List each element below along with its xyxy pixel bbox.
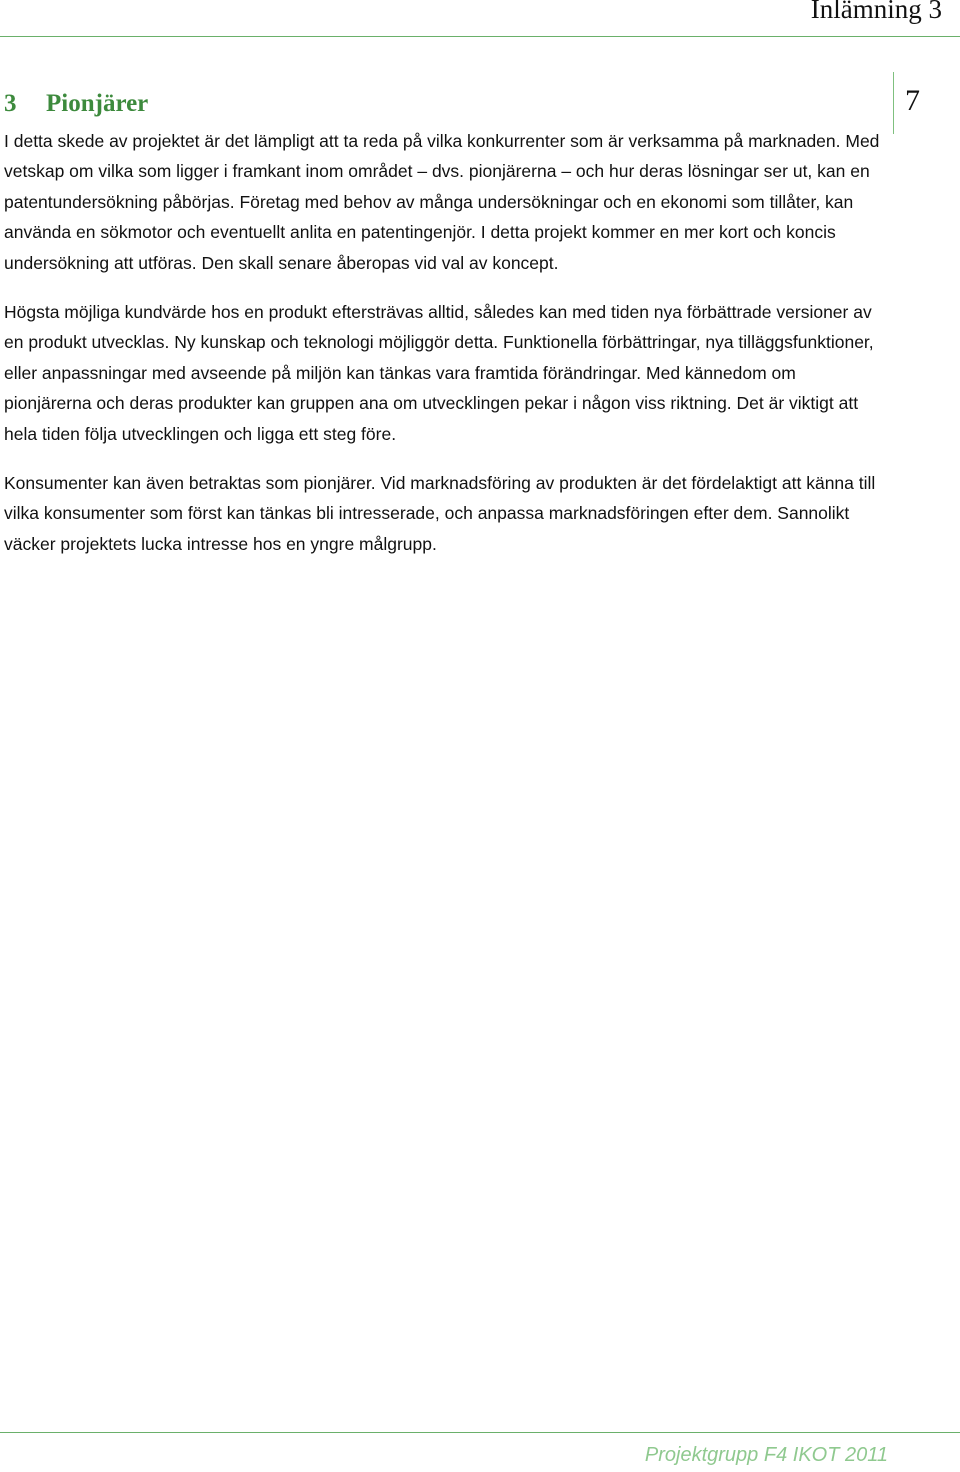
- section-heading: [4, 90, 148, 118]
- paragraph-3: Konsumenter kan även betraktas som pionjärer. Vid marknadsföring av produkten är det fördelaktigt att känna till vilka konsumenter som först kan tänkas bli intresserade, och anpassa marknadsföringen efter dem. Sannolikt väcker projektets lucka intresse hos en yngre målgrupp.: [4, 473, 876, 554]
- paragraph-2: Högsta möjliga kundvärde hos en produkt eftersträvas alltid, således kan med tiden nya förbättrade versioner av en produkt utvecklas. Ny kunskap och teknologi möjliggör detta. Funktionella förbättringar, nya tilläggsfunktioner, eller anpassningar med avseende på miljön kan tänkas vara framtida förändringar. Med kännedom om pionjärerna och deras produkter kan gruppen ana om utvecklingen pekar i någon viss riktning. Det är viktigt att hela tiden följa utvecklingen och ligga ett steg före.: [4, 302, 874, 444]
- page-number: 7: [905, 84, 920, 117]
- section-number: 3: [4, 90, 17, 117]
- paragraph-1: I detta skede av projektet är det lämpligt att ta reda på vilka konkurrenter som är verksamma på marknaden. Med vetskap om vilka som ligger i framkant inom området – dvs. pionjärerna – och hur deras lösningar ser ut, kan en patentundersökning påbörjas. Företag med behov av många undersökningar och en ekonomi som tillåter, kan använda en sökmotor och eventuellt anlita en patentingenjör. I detta projekt kommer en mer kort och koncis undersökning att utföras. Den skall senare åberopas vid val av koncept.: [4, 131, 880, 273]
- page-number-divider: [893, 72, 894, 134]
- header-rule: [0, 36, 960, 37]
- document-body: [4, 126, 888, 578]
- footer-rule: [0, 1432, 960, 1433]
- header-title: Inlämning 3: [810, 0, 942, 24]
- section-title: Pionjärer: [46, 90, 149, 117]
- footer-text: Projektgrupp F4 IKOT 2011: [644, 1444, 888, 1466]
